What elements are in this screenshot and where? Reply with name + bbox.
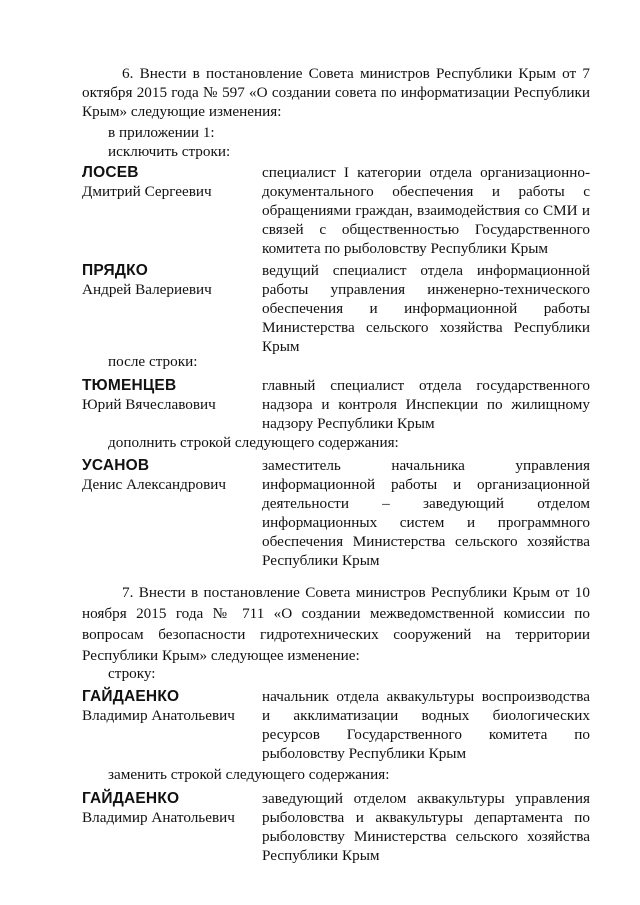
member-name	[82, 456, 257, 494]
member-name	[82, 376, 257, 414]
member-given-name: Андрей Валериевич	[82, 281, 212, 298]
item-6-exclude-label: исключить строки:	[108, 143, 231, 160]
item-6-add-label: дополнить строкой следующего содержания:	[108, 434, 399, 451]
member-role: специалист I категории отдела организационно-документального обеспечения и работы с обращениями граждан, взаимодействия со СМИ и связей с общественностью Государственного комитета по рыболовству Республики Крым	[262, 164, 590, 257]
member-role: заведующий отделом аквакультуры управления рыболовства и аквакультуры департамента по рыболовству Министерства сельского хозяйства Республики Крым	[262, 790, 590, 864]
member-surname: ГАЙДАЕНКО	[82, 790, 180, 807]
member-name	[82, 163, 257, 201]
item-6-after-label: после строки:	[108, 353, 198, 370]
member-role: ведущий специалист отдела информационной работы управления инженерно-технического обеспечения и информационной работы Министерства сельского хозяйства Республики Крым	[262, 262, 590, 355]
item-7-replace-label: заменить строкой следующего содержания:	[108, 766, 390, 783]
member-surname: ТЮМЕНЦЕВ	[82, 377, 177, 394]
item-7-intro: 7. Внести в постановление Совета министров Республики Крым от 10 ноября 2015 года № 711 «О создании межведомственной комиссии по вопросам безопасности гидротехнических сооружений на территории Республики Крым» следующее изменение:	[82, 584, 590, 664]
member-surname: ЛОСЕВ	[82, 164, 139, 181]
member-name	[82, 261, 257, 299]
item-6-appendix: в приложении 1:	[108, 124, 215, 141]
member-surname: ГАЙДАЕНКО	[82, 688, 180, 705]
member-name	[82, 789, 257, 827]
member-given-name: Дмитрий Сергеевич	[82, 183, 212, 200]
item-6-intro: 6. Внести в постановление Совета министров Республики Крым от 7 октября 2015 года № 597 «О создании совета по информатизации Республики Крым» следующие изменения:	[82, 65, 590, 120]
member-surname: УСАНОВ	[82, 457, 150, 474]
member-role: главный специалист отдела государственного надзора и контроля Инспекции по жилищному надзору Республики Крым	[262, 377, 590, 432]
member-given-name: Владимир Анатольевич	[82, 707, 235, 724]
item-7-row-label: строку:	[108, 665, 156, 682]
member-role: заместитель начальника управления информационной работы и организационной деятельности – заведующий отделом информационных систем и программного обеспечения Министерства сельского хозяйства Республики Крым	[262, 457, 590, 569]
member-given-name: Юрий Вячеславович	[82, 396, 216, 413]
member-given-name: Денис Александрович	[82, 476, 227, 493]
member-surname: ПРЯДКО	[82, 262, 148, 279]
member-role: начальник отдела аквакультуры воспроизводства и акклиматизации водных биологических ресурсов Государственного комитета по рыболовству Республики Крым	[262, 688, 590, 762]
member-given-name: Владимир Анатольевич	[82, 809, 235, 826]
member-name	[82, 687, 257, 725]
